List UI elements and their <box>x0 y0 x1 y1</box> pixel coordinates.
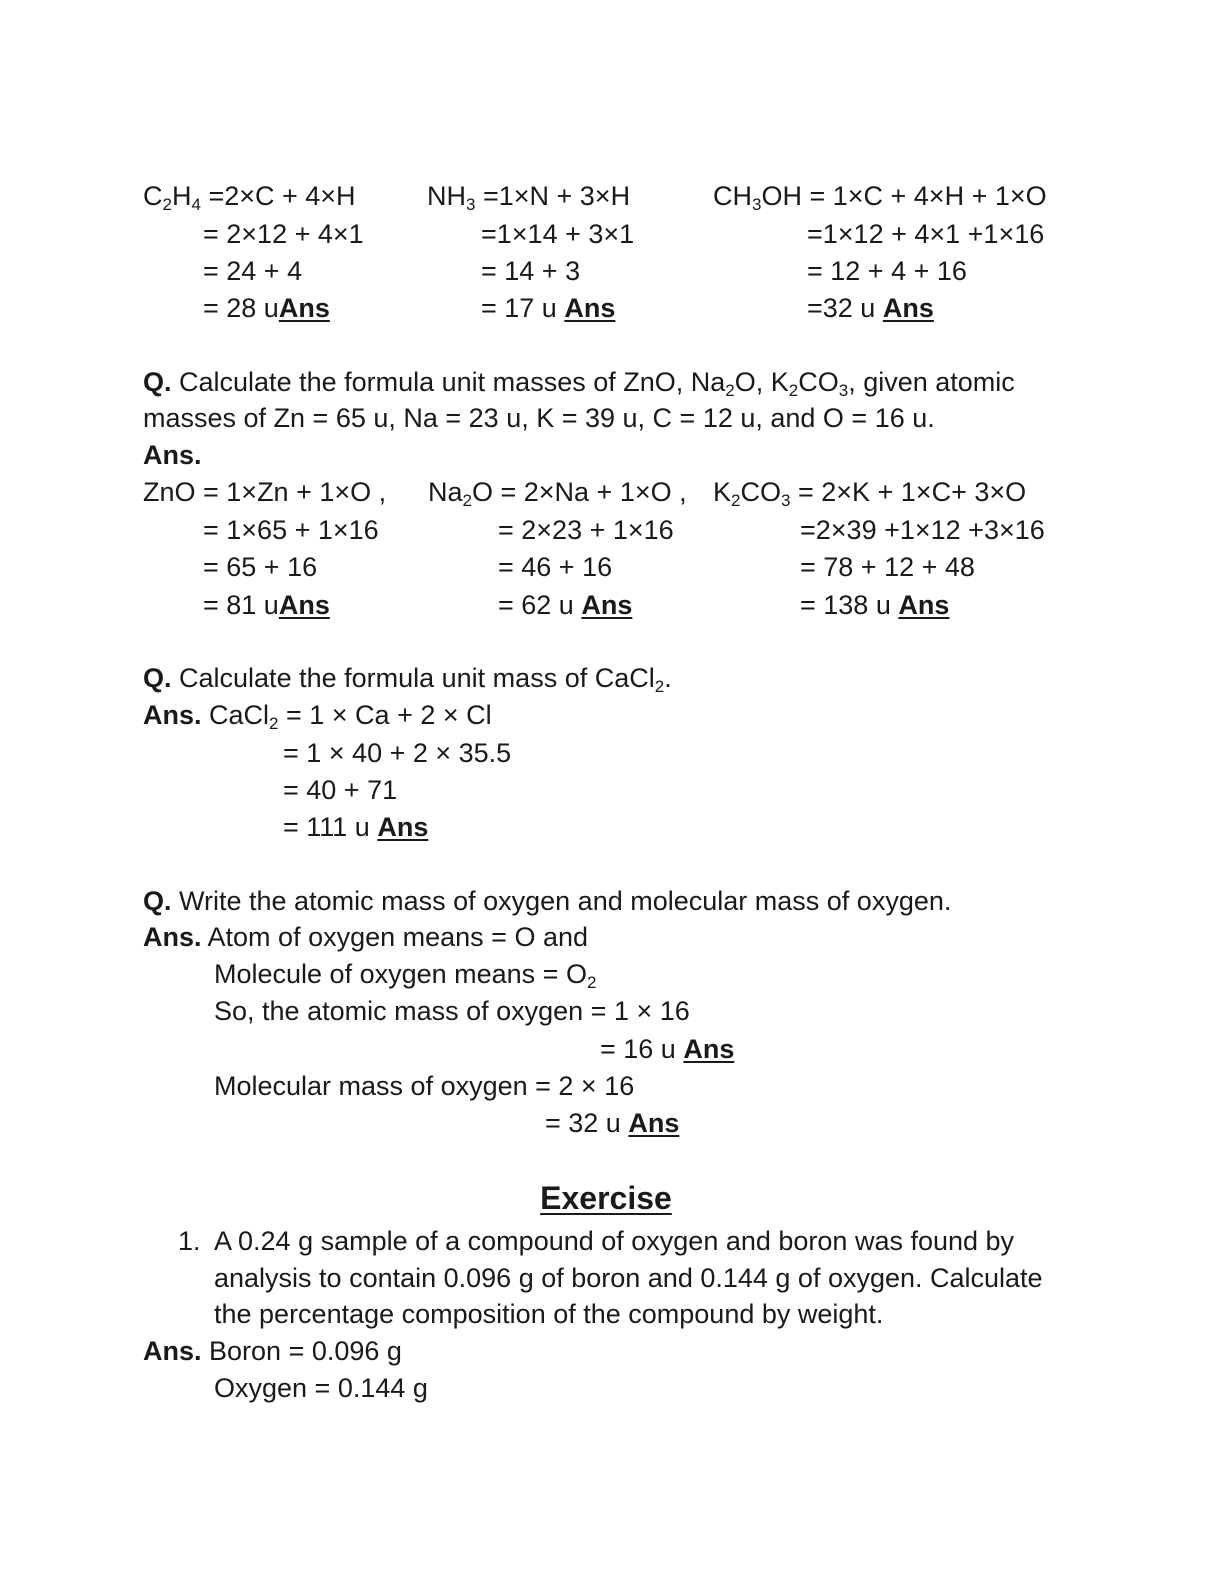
ans-label: Ans <box>628 1108 680 1138</box>
c2h4-step-1: = 2×12 + 4×1 <box>203 219 364 249</box>
zno-result: = 81 uAns <box>203 590 330 620</box>
answer-line-2: Molecule of oxygen means = $O_2$ <box>214 959 597 992</box>
cacl2-equation: Ans. CaCl$_2$ = 1 × Ca + 2 × Cl <box>143 700 492 733</box>
ch3oh-step-2: = 12 + 4 + 16 <box>807 256 967 286</box>
cacl2-step-1: = 1 × 40 + 2 × 35.5 <box>283 738 512 768</box>
nh3-step-1: =1×14 + 3×1 <box>481 219 635 249</box>
cacl2-result: = 111 u Ans <box>283 812 429 842</box>
exercise-answer-line-1: Ans. Boron = 0.096 g <box>143 1336 402 1366</box>
exercise-item-line-2: analysis to contain 0.096 g of boron and 0.144 g of oxygen. Calculate <box>214 1263 1043 1293</box>
ans-label: Ans <box>278 293 330 323</box>
exercise-title: Exercise <box>540 1180 672 1216</box>
ans-label: Ans <box>882 293 934 323</box>
ans-label: Ans <box>377 812 429 842</box>
na2o-equation: $Na_2O = 2\times Na + 1\times O$ , <box>428 477 687 510</box>
ch3oh-equation: $CH_3OH = 1\times C + 4\times H + 1\times O$ <box>713 181 1047 214</box>
cacl2-step-2: = 40 + 71 <box>283 775 398 805</box>
k2co3-step-2: = 78 + 12 + 48 <box>800 552 975 582</box>
nh3-result: = 17 u Ans <box>481 293 616 323</box>
ans-label: Ans <box>564 293 616 323</box>
zno-step-1: = 1×65 + 1×16 <box>203 515 379 545</box>
k2co3-result: = 138 u Ans <box>800 590 950 620</box>
nh3-step-2: = 14 + 3 <box>481 256 581 286</box>
exercise-item-number: 1. <box>178 1226 201 1256</box>
c2h4-step-2: = 24 + 4 <box>203 256 303 286</box>
ch3oh-result: =32 u Ans <box>807 293 934 323</box>
exercise-item-line-1: A 0.24 g sample of a compound of oxygen and boron was found by <box>214 1226 1015 1256</box>
c2h4-equation: $C_2H_4 =2\times C + 4\times H$ <box>143 181 356 214</box>
k2co3-equation: $K_2CO_3 = 2\times K + 1\times C+ 3\times O$ <box>713 477 1027 510</box>
na2o-step-2: = 46 + 16 <box>498 552 613 582</box>
nh3-equation: $NH_3 =1\times N + 3\times H$ <box>427 181 631 214</box>
ch3oh-step-1: =1×12 + 4×1 +1×16 <box>807 219 1045 249</box>
answer-line-3: So, the atomic mass of oxygen = 1 × 16 <box>214 996 690 1026</box>
question-text-line-1: Q. Calculate the formula unit masses of ZnO, $Na_2O$, $K_2CO_3$, given atomic <box>143 367 1015 400</box>
ans-label: Ans <box>581 590 633 620</box>
na2o-step-1: = 2×23 + 1×16 <box>498 515 674 545</box>
answer-line-1: Ans. Atom of oxygen means = O and <box>143 922 588 952</box>
question-text: Q. Calculate the formula unit mass of CaCl$_2$. <box>143 663 672 696</box>
zno-step-2: = 65 + 16 <box>203 552 318 582</box>
answer-line-5: Molecular mass of oxygen = 2 × 16 <box>214 1071 635 1101</box>
ans-label: Ans <box>683 1034 735 1064</box>
c2h4-result: = 28 uAns <box>203 293 330 323</box>
answer-label: Ans. <box>143 440 202 470</box>
exercise-item-line-3: the percentage composition of the compound by weight. <box>214 1299 884 1329</box>
ans-label: Ans <box>278 590 330 620</box>
k2co3-step-1: =2×39 +1×12 +3×16 <box>800 515 1045 545</box>
na2o-result: = 62 u Ans <box>498 590 633 620</box>
answer-line-6: = 32 u Ans <box>545 1108 680 1138</box>
answer-line-4: = 16 u Ans <box>600 1034 735 1064</box>
ans-label: Ans <box>898 590 950 620</box>
question-text: Q. Write the atomic mass of oxygen and molecular mass of oxygen. <box>143 886 952 916</box>
zno-equation: ZnO = 1×Zn + 1×O , <box>143 477 387 507</box>
exercise-answer-line-2: Oxygen = 0.144 g <box>214 1373 428 1403</box>
question-text-line-2: masses of Zn = 65 u, Na = 23 u, K = 39 u, C = 12 u, and O = 16 u. <box>143 403 935 433</box>
